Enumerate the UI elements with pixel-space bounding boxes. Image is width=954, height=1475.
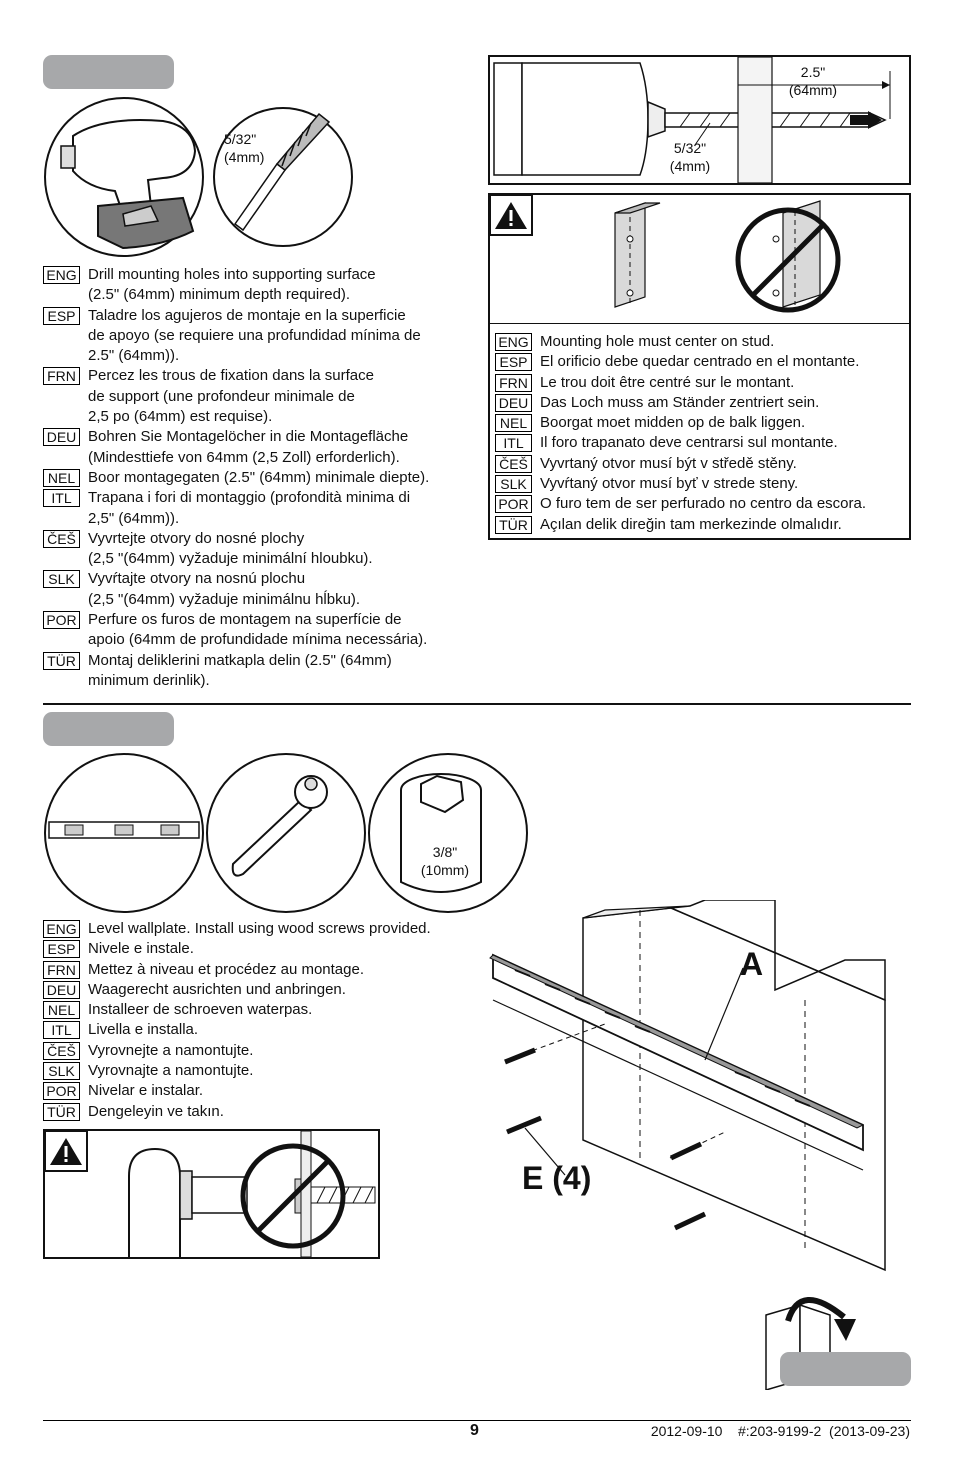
- language-text: [88, 651, 483, 692]
- language-text: El orificio debe quedar centrado en el montante.: [540, 353, 860, 371]
- socket-icon: [367, 752, 529, 914]
- text-line: 2,5" (64mm)).: [88, 509, 180, 527]
- language-row: [43, 919, 488, 939]
- text-line: Percez les trous de fixation dans la surface: [88, 367, 374, 385]
- language-text: Le trou doit être centré sur le montant.: [540, 373, 795, 391]
- language-text: Installeer de schroeven waterpas.: [88, 1001, 313, 1019]
- language-row: [495, 474, 910, 494]
- language-row: [495, 352, 910, 372]
- language-text: Açılan delik direğin tam merkezinde olmalıdır.: [540, 515, 842, 533]
- language-code: TÜR: [43, 1103, 80, 1121]
- language-code: SLK: [43, 1062, 80, 1080]
- language-text: Boorgat moet midden op de balk liggen.: [540, 414, 806, 432]
- part-e-label: E (4): [522, 1160, 592, 1196]
- text-line: de apoyo (se requiere una profundidad mínima de: [88, 326, 421, 344]
- document-info: 2012-09-10 #:203-9199-2 (2013-09-23): [650, 1423, 910, 1439]
- language-code: POR: [43, 1082, 80, 1100]
- language-text: Nivelar e instalar.: [88, 1082, 204, 1100]
- text-line: 2.5" (64mm)).: [88, 347, 180, 365]
- language-text: Waagerecht ausrichten und anbringen.: [88, 980, 346, 998]
- language-code: ENG: [495, 333, 532, 351]
- language-row: [43, 529, 483, 570]
- language-text: Nivele e instale.: [88, 940, 194, 958]
- language-code: NEL: [495, 414, 532, 432]
- language-code: ESP: [43, 307, 80, 325]
- text-line: Perfure os furos de montagem na superfície de: [88, 611, 402, 629]
- language-text: Mettez à niveau et procédez au montage.: [88, 960, 365, 978]
- socket-size-label: 3/8" (10mm): [420, 844, 470, 878]
- language-text: [88, 366, 483, 427]
- drill-icon: [43, 96, 205, 258]
- wrench-icon: [205, 752, 367, 914]
- language-row: [495, 515, 910, 535]
- footer-rule: [43, 1420, 911, 1421]
- language-row: [43, 980, 488, 1000]
- language-row: [43, 306, 483, 367]
- text-line: Montaj deliklerini matkapla delin (2.5" (64mm): [88, 651, 392, 669]
- language-row: [43, 610, 483, 651]
- language-text: [88, 569, 483, 610]
- language-row: [43, 569, 483, 610]
- text-line: 2,5 po (64mm) est requise).: [88, 408, 273, 426]
- language-code: ITL: [495, 434, 532, 452]
- language-row: [495, 393, 910, 413]
- language-text: [88, 427, 483, 468]
- language-row: [495, 373, 910, 393]
- language-text: Dengeleyin ve takın.: [88, 1102, 224, 1120]
- language-code: DEU: [43, 981, 80, 999]
- language-row: [495, 413, 910, 433]
- language-row: [43, 1020, 488, 1040]
- language-code: ITL: [43, 489, 80, 507]
- language-text: Das Loch muss am Ständer zentriert sein.: [540, 393, 820, 411]
- text-line: Boor montagegaten (2.5" (64mm) minimale diepte).: [88, 468, 430, 486]
- text-line: Drill mounting holes into supporting surface: [88, 266, 376, 283]
- language-text: Level wallplate. Install using wood screws provided.: [88, 920, 431, 937]
- language-text: Vyvrtaný otvor musí být v středě stěny.: [540, 454, 797, 472]
- language-row: [43, 651, 483, 692]
- language-code: ČEŠ: [43, 1042, 80, 1060]
- language-row: [43, 939, 488, 959]
- text-line: (Mindesttiefe von 64mm (2,5 Zoll) erforderlich).: [88, 448, 400, 466]
- language-text: [88, 529, 483, 570]
- language-code: POR: [43, 611, 80, 629]
- language-code: ENG: [43, 266, 80, 284]
- language-code: ENG: [43, 920, 80, 938]
- text-line: Vyvrtejte otvory do nosné plochy: [88, 529, 305, 547]
- text-line: (2.5" (64mm) minimum depth required).: [88, 286, 351, 304]
- stud-center-warning: [488, 193, 911, 540]
- language-code: FRN: [43, 961, 80, 979]
- language-row: [495, 454, 910, 474]
- language-row: [43, 366, 483, 427]
- language-code: FRN: [495, 374, 532, 392]
- language-row: [43, 960, 488, 980]
- next-page-pill: [780, 1352, 911, 1386]
- bit-size-label: 5/32" (4mm): [224, 131, 265, 165]
- language-code: DEU: [43, 428, 80, 446]
- text-line: Vyvŕtajte otvory na nosnú plochu: [88, 570, 306, 588]
- bit-diagram-label: 5/32" (4mm): [669, 140, 711, 174]
- language-code: DEU: [495, 394, 532, 412]
- language-text: Il foro trapanato deve centrarsi sul montante.: [540, 434, 838, 452]
- warning1-instructions: [495, 332, 910, 535]
- drill-depth-diagram: [488, 55, 911, 185]
- language-row: [43, 1000, 488, 1020]
- language-code: ITL: [43, 1021, 80, 1039]
- language-text: Livella e installa.: [88, 1021, 199, 1039]
- language-row: [43, 1061, 488, 1081]
- section-divider: [43, 703, 911, 705]
- text-line: Taladre los agujeros de montaje en la superficie: [88, 306, 406, 324]
- language-row: [43, 1081, 488, 1101]
- step1-instructions: [43, 265, 483, 691]
- language-row: [43, 488, 483, 529]
- text-line: (2,5 "(64mm) vyžaduje minimálnu hĺbku).: [88, 590, 361, 608]
- step2-label-pill: [43, 712, 174, 746]
- language-text: O furo tem de ser perfurado no centro da escora.: [540, 495, 867, 513]
- language-row: [43, 265, 483, 306]
- text-line: de support (une profondeur minimale de: [88, 387, 355, 405]
- language-text: [88, 488, 483, 529]
- language-row: [43, 468, 483, 488]
- language-code: ČEŠ: [495, 455, 532, 473]
- page-number: 9: [470, 1422, 479, 1439]
- language-row: [43, 1102, 488, 1122]
- language-text: [88, 610, 483, 651]
- language-row: [43, 1041, 488, 1061]
- language-text: [88, 468, 483, 488]
- language-code: NEL: [43, 1001, 80, 1019]
- step2-instructions: [43, 919, 488, 1122]
- language-text: Mounting hole must center on stud.: [540, 333, 775, 350]
- language-row: [495, 433, 910, 453]
- text-line: apoio (64mm de profundidade mínima necessária).: [88, 631, 428, 649]
- overtighten-warning: [43, 1129, 380, 1259]
- wallplate-install-diagram: [485, 900, 915, 1280]
- depth-label: 2.5" (64mm): [788, 64, 838, 98]
- text-line: Trapana i fori di montaggio (profondità minima di: [88, 489, 411, 507]
- text-line: (2,5 "(64mm) vyžaduje minimální hloubku).: [88, 550, 373, 568]
- level-icon: [43, 752, 205, 914]
- language-code: ČEŠ: [43, 530, 80, 548]
- part-a-label: A: [740, 946, 764, 982]
- language-code: POR: [495, 495, 532, 513]
- text-line: Bohren Sie Montagelöcher in die Montagefläche: [88, 428, 409, 446]
- language-code: ESP: [43, 940, 80, 958]
- language-code: SLK: [495, 475, 532, 493]
- language-text: Vyrovnajte a namontujte.: [88, 1062, 254, 1080]
- language-code: NEL: [43, 469, 80, 487]
- language-code: ESP: [495, 353, 532, 371]
- step1-label-pill: [43, 55, 174, 89]
- language-code: SLK: [43, 570, 80, 588]
- language-code: TÜR: [495, 516, 532, 534]
- language-text: [88, 306, 483, 367]
- drill-bit-icon: [207, 96, 357, 258]
- language-text: [88, 265, 483, 306]
- language-text: Vyrovnejte a namontujte.: [88, 1041, 254, 1059]
- language-text: Vyvŕtaný otvor musí byť v strede steny.: [540, 475, 799, 493]
- language-code: FRN: [43, 367, 80, 385]
- language-row: [43, 427, 483, 468]
- language-code: TÜR: [43, 652, 80, 670]
- language-row: [495, 494, 910, 514]
- text-line: minimum derinlik).: [88, 671, 210, 689]
- language-row: [495, 332, 910, 352]
